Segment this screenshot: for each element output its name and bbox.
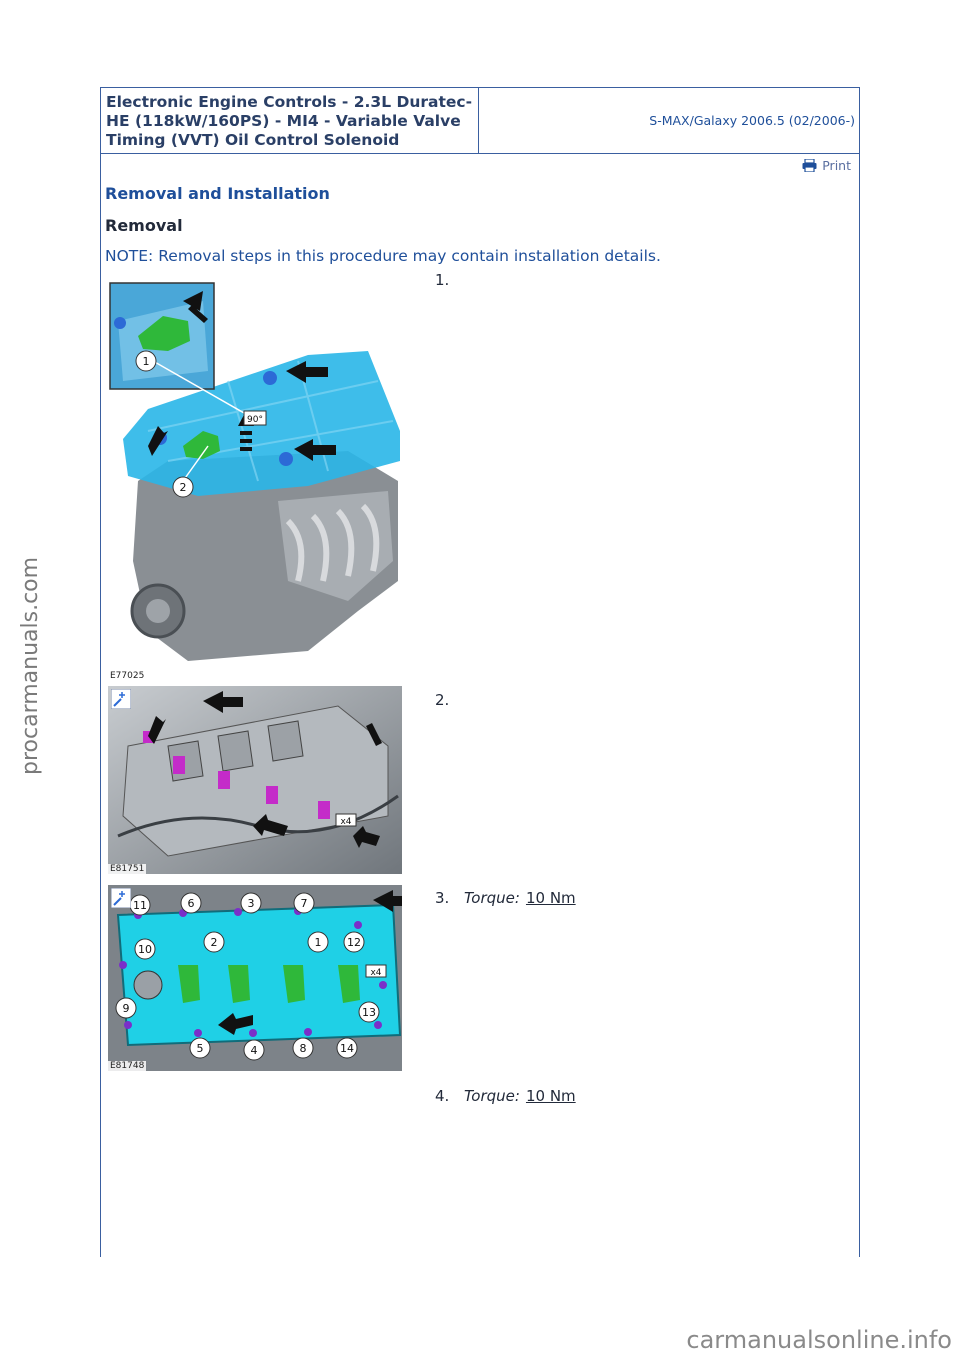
callout-10: 10 xyxy=(138,943,152,956)
document-frame xyxy=(100,87,860,1257)
note-text: NOTE: Removal steps in this procedure may contain installation details. xyxy=(105,247,661,265)
bottom-watermark: carmanualsonline.info xyxy=(686,1326,952,1354)
vehicle-model xyxy=(480,88,859,153)
callout-2: 2 xyxy=(210,936,218,949)
callout-7: 7 xyxy=(300,897,308,910)
callout-14: 14 xyxy=(340,1042,354,1055)
side-watermark: procarmanuals.com xyxy=(18,556,43,775)
callout-1: 1 xyxy=(314,936,322,949)
callout-3: 3 xyxy=(247,897,255,910)
document-header xyxy=(101,88,859,154)
print-label: Print xyxy=(822,158,851,173)
zoom-icon[interactable] xyxy=(111,689,131,709)
callout-angle: 90° xyxy=(247,415,263,425)
callout-12: 12 xyxy=(347,936,361,949)
valve-cover-coils-illustration xyxy=(108,686,402,874)
figure-id: E81748 xyxy=(110,1061,145,1071)
torque-value[interactable]: 10 Nm xyxy=(525,889,576,907)
cam-cover-bolt-sequence-illustration xyxy=(108,885,402,1071)
callout-4: 4 xyxy=(250,1044,258,1057)
printer-icon xyxy=(802,159,817,172)
step-4-number: 4. xyxy=(435,1087,450,1105)
callout-9: 9 xyxy=(122,1002,130,1015)
callout-x4: x4 xyxy=(340,817,352,827)
callout-x4: x4 xyxy=(370,968,382,978)
torque-label: Torque: xyxy=(464,889,520,907)
callout-8: 8 xyxy=(299,1042,307,1055)
zoom-icon[interactable] xyxy=(111,888,131,908)
callout-6: 6 xyxy=(187,897,195,910)
callout-5: 5 xyxy=(196,1042,204,1055)
step-3-figure[interactable] xyxy=(108,885,402,1071)
vehicle-model-text: S-MAX/Galaxy 2006.5 (02/2006-) xyxy=(649,113,855,128)
document-title: Electronic Engine Controls - 2.3L Duratec-HE (118kW/160PS) - MI4 - Variable Valve Timing (VVT) Oil Control Solenoid xyxy=(101,88,479,153)
figure-id: E81751 xyxy=(110,864,145,874)
callout-11: 11 xyxy=(133,899,147,912)
section-title: Removal and Installation xyxy=(105,184,330,203)
figure-id: E77025 xyxy=(110,671,145,681)
engine-illustration xyxy=(108,281,400,681)
callout-13: 13 xyxy=(362,1006,376,1019)
step-3-number: 3. xyxy=(435,889,450,907)
print-button[interactable] xyxy=(802,158,851,173)
subsection-title: Removal xyxy=(105,216,183,235)
step-3-torque xyxy=(464,889,576,907)
step-4-torque xyxy=(464,1087,576,1105)
step-2-number: 2. xyxy=(435,691,450,709)
step-2-figure[interactable] xyxy=(108,686,402,874)
callout-2: 2 xyxy=(179,481,187,494)
torque-label: Torque: xyxy=(464,1087,520,1105)
step-1-figure[interactable] xyxy=(108,281,400,681)
torque-value[interactable]: 10 Nm xyxy=(525,1087,576,1105)
step-1-number: 1. xyxy=(435,271,450,289)
callout-1: 1 xyxy=(142,355,150,368)
